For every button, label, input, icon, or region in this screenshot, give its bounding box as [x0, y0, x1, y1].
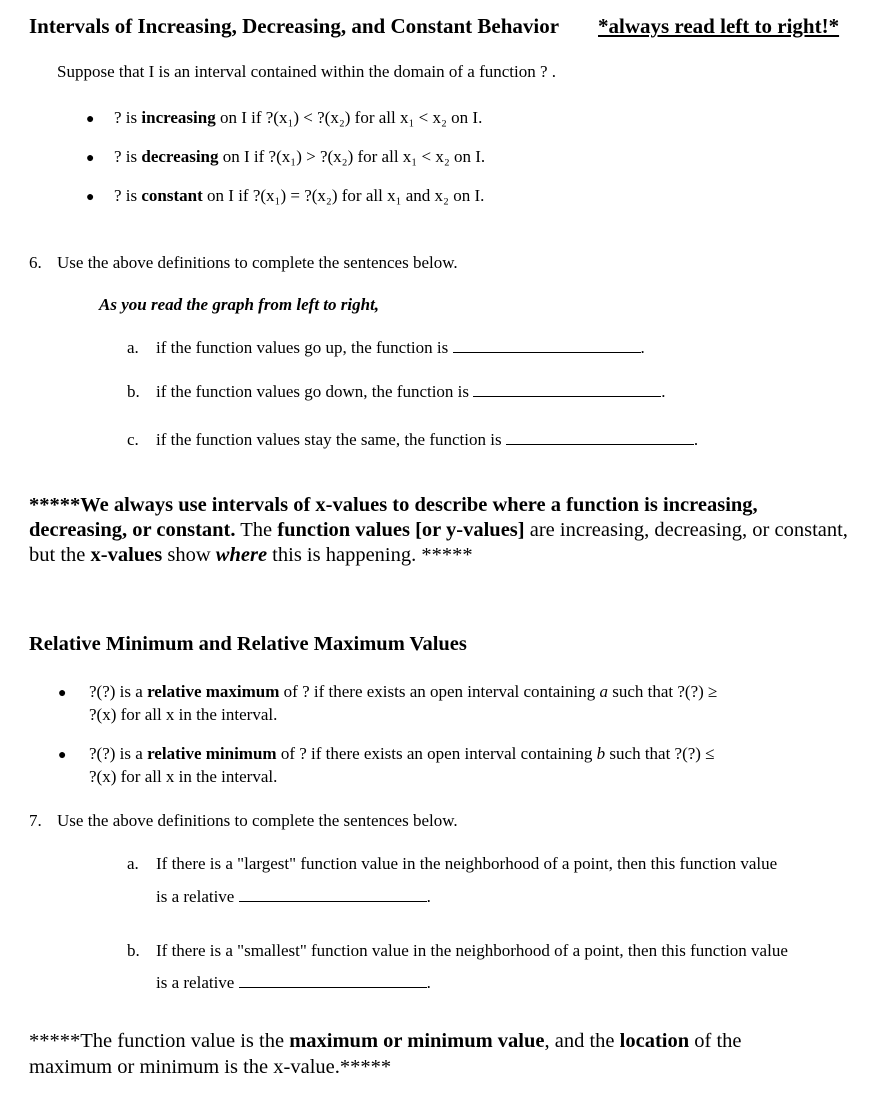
intro-text: Suppose that I is an interval contained within the domain of a function ? . [57, 62, 557, 81]
definition-decreasing: ? is decreasing on I if ?(x₁) > ?(x₂) for all x₁ < x₂ on I. [114, 147, 486, 166]
question-6c-letter: c. [127, 430, 139, 449]
question-6a-letter: a. [127, 338, 139, 357]
question-7b-line2: is a relative . [156, 973, 431, 992]
answer-blank-6a[interactable] [453, 338, 641, 353]
question-7-prompt: Use the above definitions to complete the sentences below. [57, 811, 458, 830]
intervals-note: *****We always use intervals of x-values to describe where a function is increasing, decreasing, or constant. The function values [or y-values] are increasing, decreasing, or constant, but the x-values show where this is happening. ***** [29, 494, 848, 566]
question-6a: if the function values go up, the function is . [156, 338, 645, 357]
definition-relative-maximum: ?(?) is a relative maximum of ? if there exists an open interval containing a such that ?(?) ≥ [89, 682, 718, 701]
section-title-behavior: Intervals of Increasing, Decreasing, and Constant Behavior [29, 14, 560, 38]
definition-relative-minimum: ?(?) is a relative minimum of ? if there exists an open interval containing b such that ?(?) ≤ [89, 744, 715, 763]
left-to-right-note: *always read left to right!* [598, 14, 840, 38]
bullet-icon: ● [86, 151, 95, 166]
question-7a-line2: is a relative . [156, 887, 431, 906]
bullet-icon: ● [58, 686, 67, 701]
answer-blank-7a[interactable] [239, 887, 427, 902]
question-7b-letter: b. [127, 941, 140, 960]
bullet-icon: ● [58, 748, 67, 763]
definition-relative-maximum-line2: ?(x) for all x in the interval. [89, 705, 278, 724]
question-7a-letter: a. [127, 854, 139, 873]
question-6-number: 6. [29, 253, 42, 272]
extrema-note-line2: maximum or minimum is the x-value.***** [29, 1056, 392, 1078]
question-7b: If there is a "smallest" function value in the neighborhood of a point, then this function value [156, 941, 788, 960]
question-6c: if the function values stay the same, the function is . [156, 430, 699, 449]
answer-blank-7b[interactable] [239, 973, 427, 988]
definition-increasing: ? is increasing on I if ?(x₁) < ?(x₂) for all x₁ < x₂ on I. [114, 108, 483, 127]
section-title-extrema: Relative Minimum and Relative Maximum Values [29, 633, 467, 655]
bullet-icon: ● [86, 190, 95, 205]
question-7a: If there is a "largest" function value in the neighborhood of a point, then this function value [156, 854, 778, 873]
bullet-icon: ● [86, 112, 95, 127]
question-6b-letter: b. [127, 382, 140, 401]
answer-blank-6c[interactable] [506, 430, 694, 445]
definition-relative-minimum-line2: ?(x) for all x in the interval. [89, 767, 278, 786]
question-6b: if the function values go down, the function is . [156, 382, 666, 401]
question-7-number: 7. [29, 811, 42, 830]
extrema-note-line1: *****The function value is the maximum or minimum value, and the location of the [29, 1030, 742, 1052]
question-6-prompt: Use the above definitions to complete the sentences below. [57, 253, 458, 272]
answer-blank-6b[interactable] [473, 382, 661, 397]
question-6-subhead: As you read the graph from left to right, [99, 295, 380, 314]
definition-constant: ? is constant on I if ?(x₁) = ?(x₂) for all x₁ and x₂ on I. [114, 186, 485, 205]
